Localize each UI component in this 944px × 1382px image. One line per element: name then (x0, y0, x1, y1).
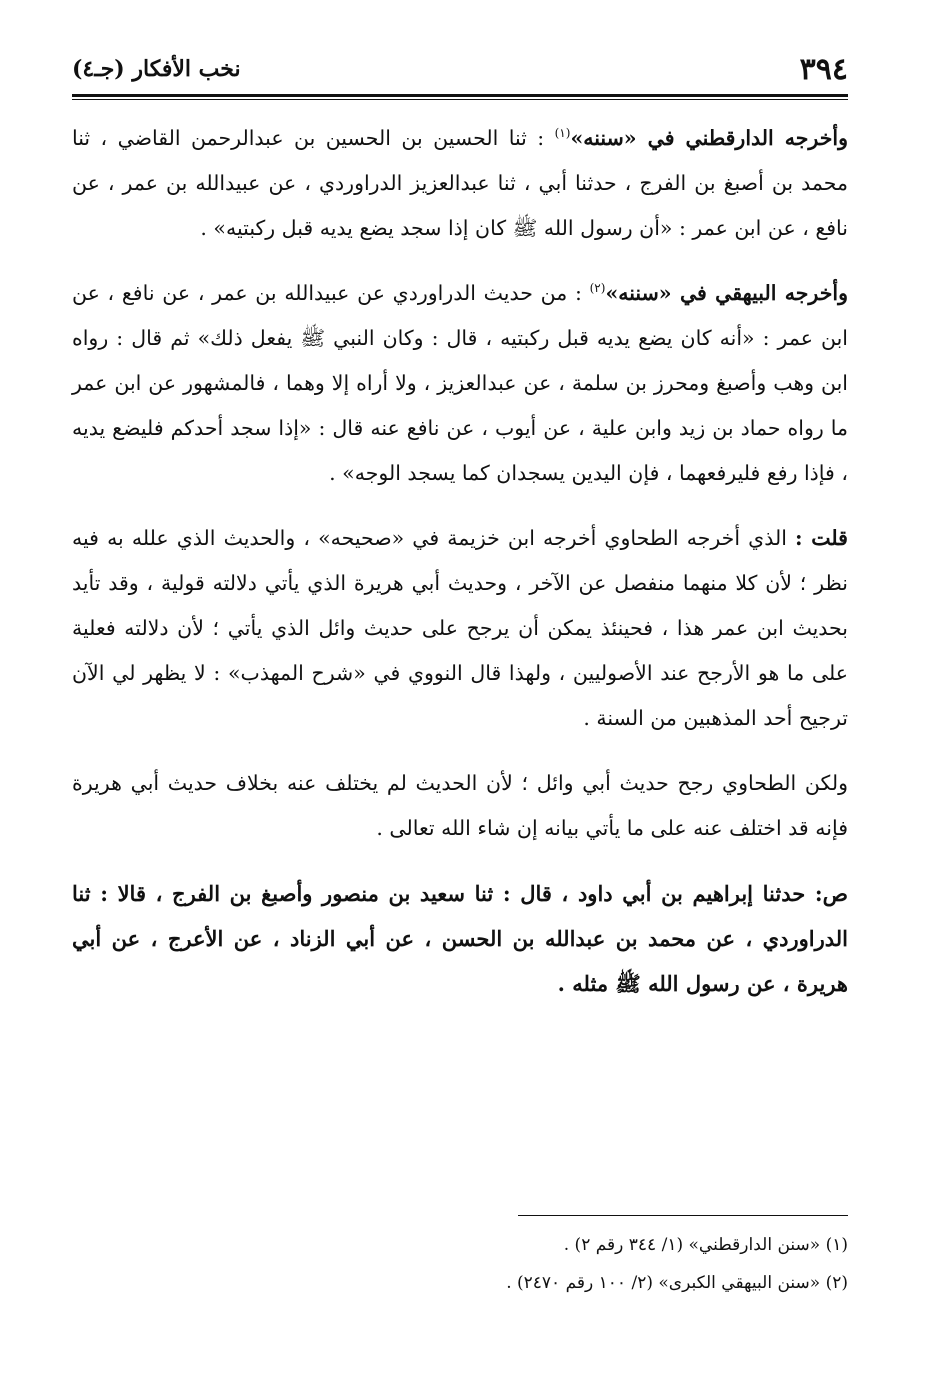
paragraph-text: الذي أخرجه الطحاوي أخرجه ابن خزيمة في «صحيحه» ، والحديث الذي علله به فيه نظر ؛ لأن كلا منهما منفصل عن الآخر ، وحديث أبي هريرة الذي يأتي دلالته قولية ، وقد تأيد بحديث ابن عمر هذا ، فحينئذ يمكن أن يرجح على حديث وائل الذي يأتي ؛ لأن دلالته فعلية على ما هو الأرجح عند الأصوليين ، ولهذا قال النووي في «شرح المهذب» : لا يظهر لي الآن ترجيح أحد المذهبين من السنة . (72, 526, 848, 730)
paragraph-text: : من حديث الدراوردي عن عبيدالله بن عمر ، عن نافع ، عن ابن عمر : «أنه كان يضع يديه قبل ركبتيه ، قال : وكان النبي ﷺ يفعل ذلك» ثم قال : رواه ابن وهب وأصبغ ومحرز بن سلمة ، عن عبدالعزيز ، ولا أراه إلا وهما ، فالمشهور عن ابن عمر ما رواه حماد بن زيد وابن علية ، عن أيوب ، عن نافع عنه قال : «إذا سجد أحدكم فليضع يديه ، فإذا رفع فليرفعهما ، فإن اليدين يسجدان كما يسجد الوجه» . (72, 281, 848, 485)
page-number: ٣٩٤ (799, 51, 848, 87)
paragraph-comment (72, 516, 848, 741)
running-title: نخب الأفكار (جـ٤) (72, 56, 241, 82)
paragraph-bayhaqi (72, 271, 848, 496)
paragraph-text: ولكن الطحاوي رجح حديث أبي وائل ؛ لأن الحديث لم يختلف عنه بخلاف حديث أبي هريرة فإنه قد اختلف عنه على ما يأتي بيانه إن شاء الله تعالى . (72, 771, 848, 840)
paragraph-lead: ص: (814, 881, 849, 906)
paragraph-daraqutni (72, 116, 848, 251)
footnote-1: (١) «سنن الدارقطني» (١/ ٣٤٤ رقم ٢) . (563, 1235, 848, 1255)
footnote-ref: (٢) (589, 281, 606, 296)
paragraph-lead: وأخرجه البيهقي في «سننه» (605, 281, 848, 305)
paragraph-tahawi (72, 761, 848, 851)
page-header (72, 44, 848, 94)
header-rule-thin (72, 99, 848, 100)
paragraph-hadith (72, 871, 848, 1006)
paragraph-text: : ثنا الحسين بن الحسين بن عبدالرحمن القاضي ، ثنا محمد بن أصبغ بن الفرج ، حدثنا أبي ، ثنا عبدالعزيز الدراوردي ، عن عبيدالله بن عمر ، عن نافع ، عن ابن عمر : «أن رسول الله ﷺ كان إذا سجد يضع يديه قبل ركبتيه» . (72, 126, 848, 240)
footnote-rule (518, 1215, 848, 1216)
main-text (72, 116, 848, 1026)
footnote-ref: (١) (554, 126, 571, 141)
paragraph-lead: وأخرجه الدارقطني في «سننه» (570, 126, 848, 150)
header-rule (72, 94, 848, 97)
footnotes (72, 1226, 848, 1302)
paragraph-lead: قلت : (794, 526, 848, 550)
footnote-2: (٢) «سنن البيهقي الكبرى» (٢/ ١٠٠ رقم ٢٤٧٠) . (506, 1273, 848, 1293)
paragraph-text: حدثنا إبراهيم بن أبي داود ، قال : ثنا سعيد بن منصور وأصبغ بن الفرج ، قالا : ثنا الدراوردي ، عن محمد بن عبدالله بن الحسن ، عن أبي الزناد ، عن الأعرج ، عن أبي هريرة ، عن رسول الله ﷺ مثله . (72, 881, 848, 996)
